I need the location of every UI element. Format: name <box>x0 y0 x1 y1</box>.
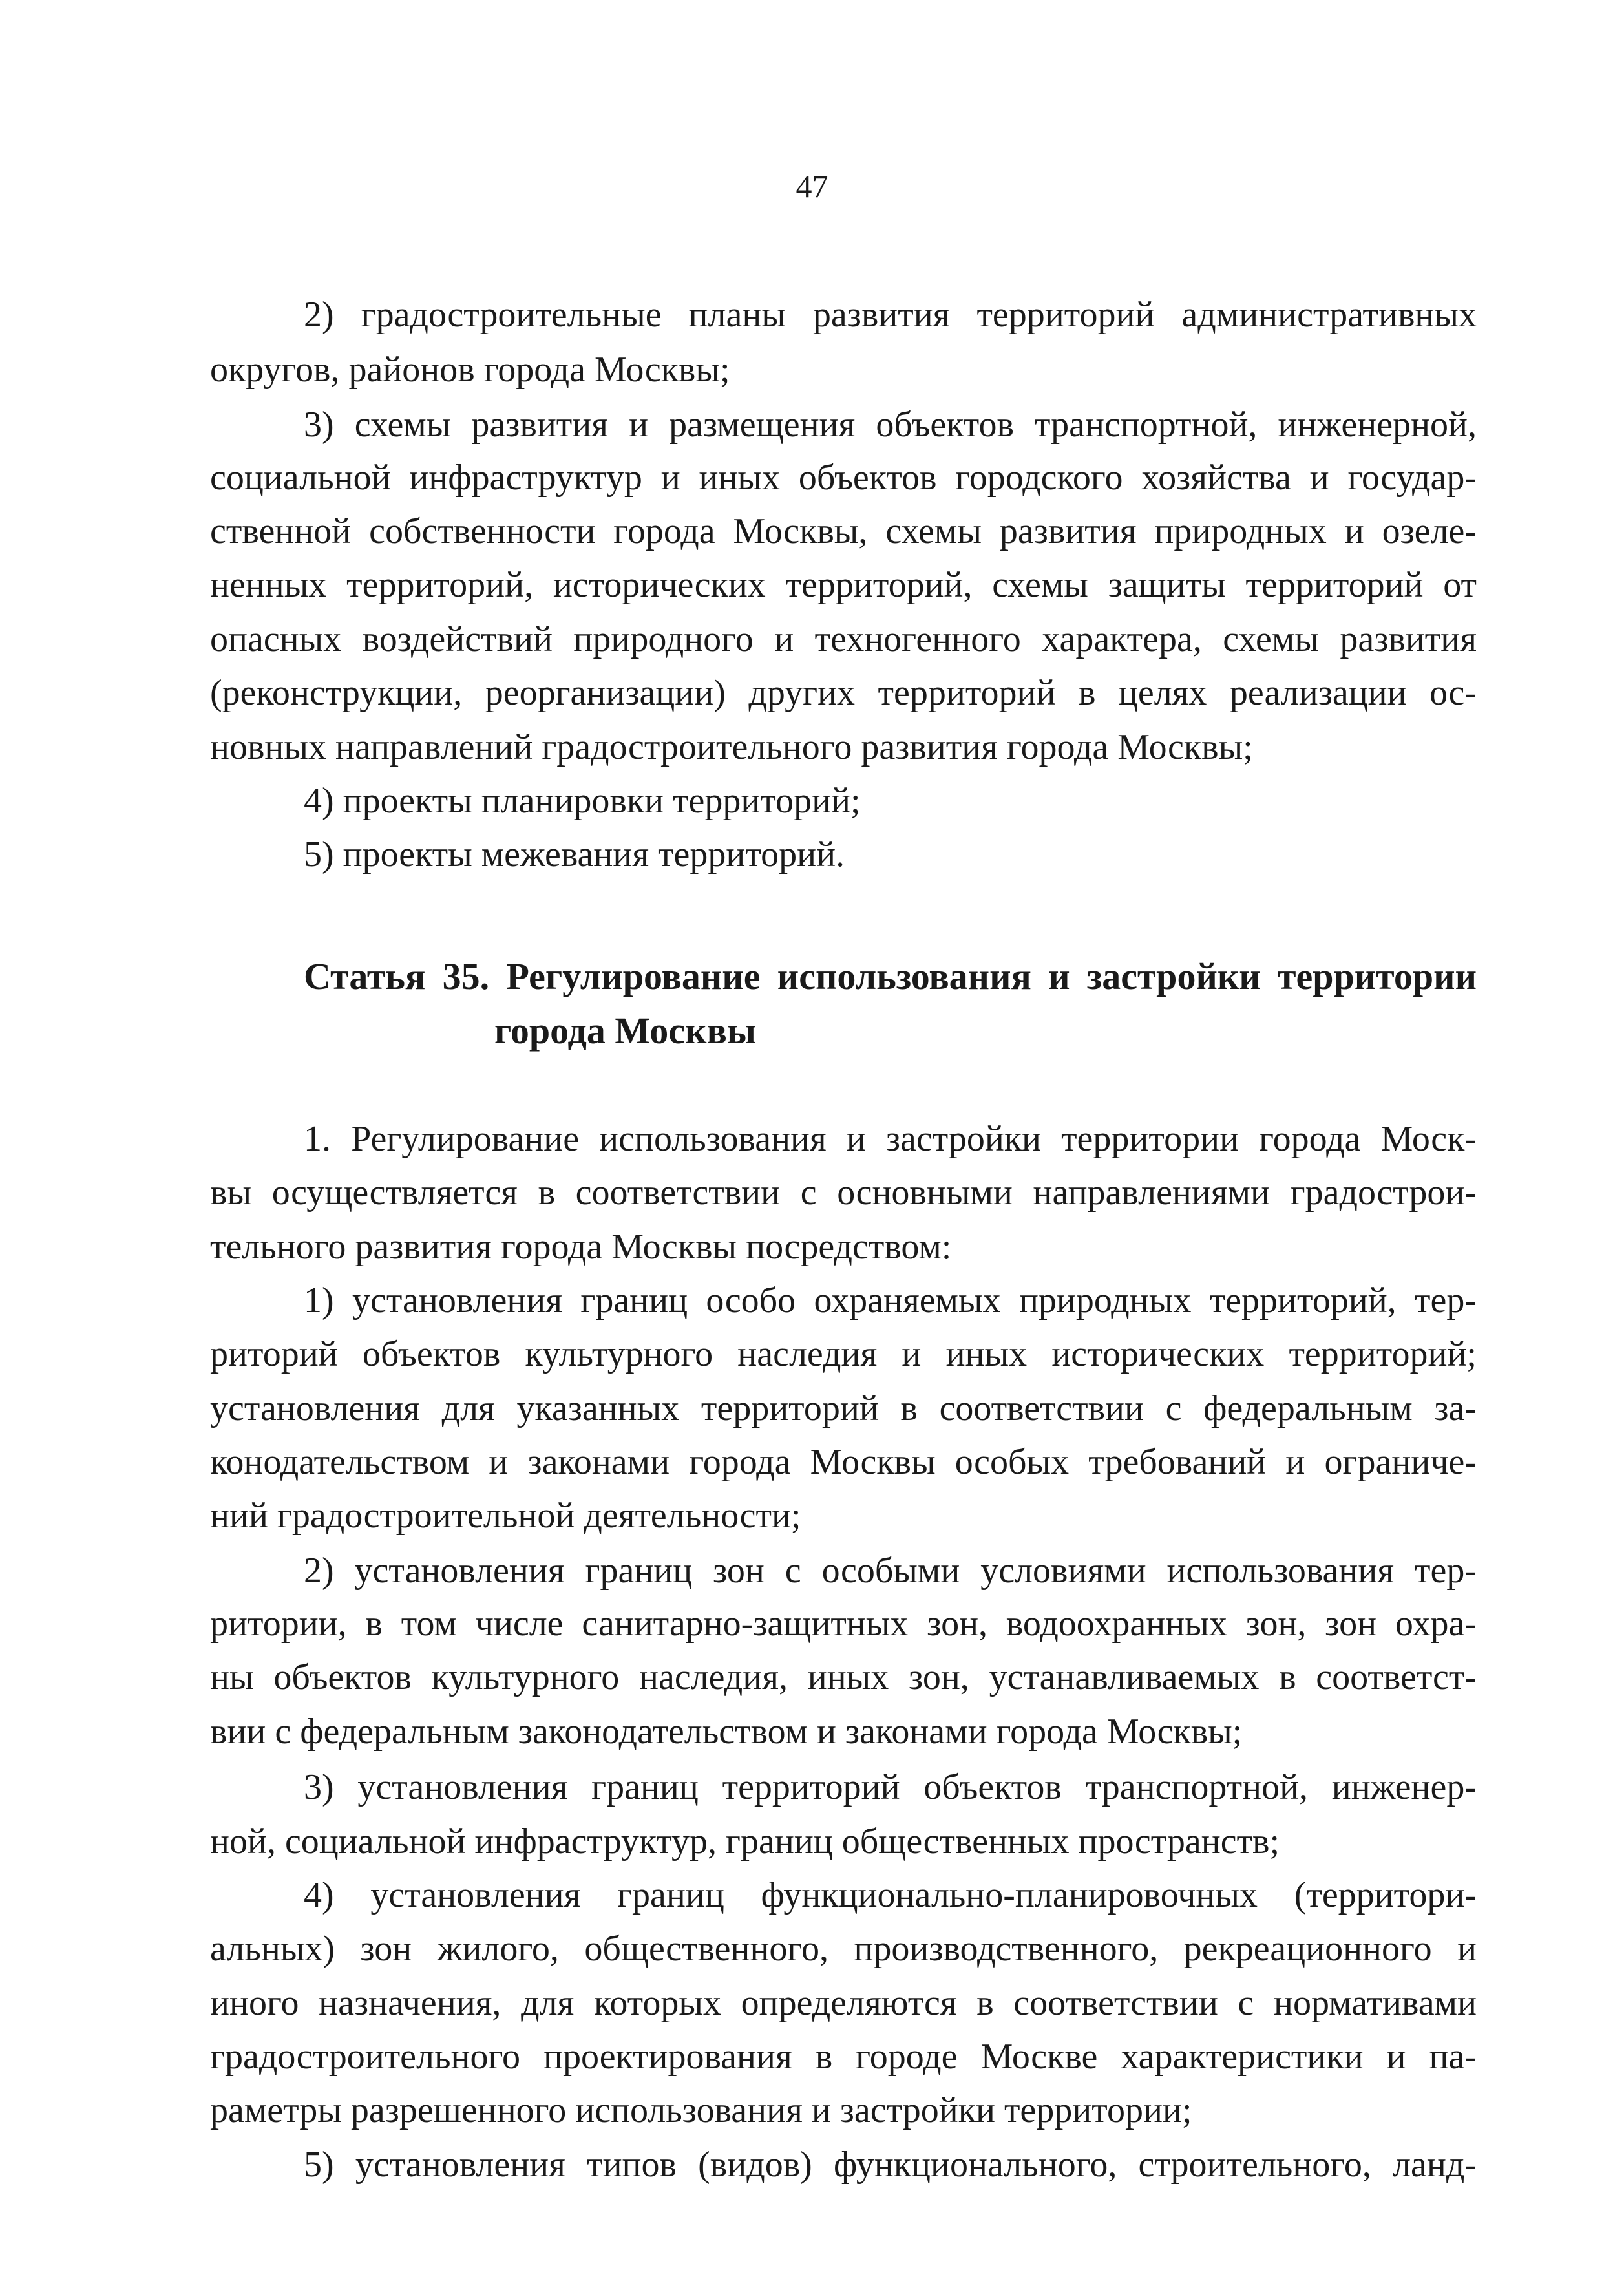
text-line: конодательством и законами города Москвы особых требований и ограниче- <box>210 1442 1477 1482</box>
text-line: округов, районов города Москвы; <box>210 350 730 390</box>
text-line: 1) установления границ особо охраняемых природных территорий, тер- <box>304 1280 1477 1321</box>
text-line: ны объектов культурного наследия, иных зон, устанавливаемых в соответст- <box>210 1657 1477 1697</box>
text-line: 2) градостроительные планы развития территорий административных <box>304 295 1477 335</box>
text-line: ненных территорий, исторических территорий, схемы защиты территорий от <box>210 565 1477 605</box>
text-line: 3) установления границ территорий объектов транспортной, инженер- <box>304 1767 1477 1807</box>
text-line: ритории, в том числе санитарно-защитных зон, водоохранных зон, зон охра- <box>210 1604 1477 1644</box>
text-line: риторий объектов культурного наследия и иных исторических территорий; <box>210 1334 1477 1374</box>
text-line: 2) установления границ зон с особыми условиями использования тер- <box>304 1551 1477 1591</box>
text-line: иного назначения, для которых определяются в соответствии с нормативами <box>210 1983 1477 2023</box>
text-line: 4) установления границ функционально-планировочных (территори- <box>304 1875 1477 1915</box>
text-line: тельного развития города Москвы посредством: <box>210 1227 952 1267</box>
text-line: градостроительного проектирования в городе Москве характеристики и па- <box>210 2037 1477 2077</box>
text-line: (реконструкции, реорганизации) других территорий в целях реализации ос- <box>210 673 1477 713</box>
text-line: опасных воздействий природного и техногенного характера, схемы развития <box>210 619 1477 659</box>
text-line: новных направлений градостроительного развития города Москвы; <box>210 727 1253 767</box>
article-heading-line-1: Статья 35. Регулирование использования и застройки территории <box>304 955 1477 997</box>
text-line: раметры разрешенного использования и застройки территории; <box>210 2090 1192 2130</box>
text-line: ной, социальной инфраструктур, границ общественных пространств; <box>210 1821 1280 1862</box>
page-number: 47 <box>796 168 828 204</box>
text-line: вии с федеральным законодательством и законами города Москвы; <box>210 1712 1243 1752</box>
text-line: 5) проекты межевания территорий. <box>304 834 845 875</box>
text-line: 4) проекты планировки территорий; <box>304 781 861 821</box>
text-line: вы осуществляется в соответствии с основными направлениями градострои- <box>210 1172 1477 1213</box>
text-line: социальной инфраструктур и иных объектов городского хозяйства и государ- <box>210 458 1477 498</box>
text-line: ний градостроительной деятельности; <box>210 1496 801 1536</box>
text-line: установления для указанных территорий в соответствии с федеральным за- <box>210 1388 1477 1428</box>
text-line: ственной собственности города Москвы, схемы развития природных и озеле- <box>210 511 1477 551</box>
text-line: альных) зон жилого, общественного, производственного, рекреационного и <box>210 1929 1477 1969</box>
article-heading-line-2: города Москвы <box>494 1010 757 1052</box>
text-line: 1. Регулирование использования и застройки территории города Моск- <box>304 1119 1477 1159</box>
text-line: 5) установления типов (видов) функционального, строительного, ланд- <box>304 2145 1477 2185</box>
text-line: 3) схемы развития и размещения объектов транспортной, инженерной, <box>304 405 1477 445</box>
